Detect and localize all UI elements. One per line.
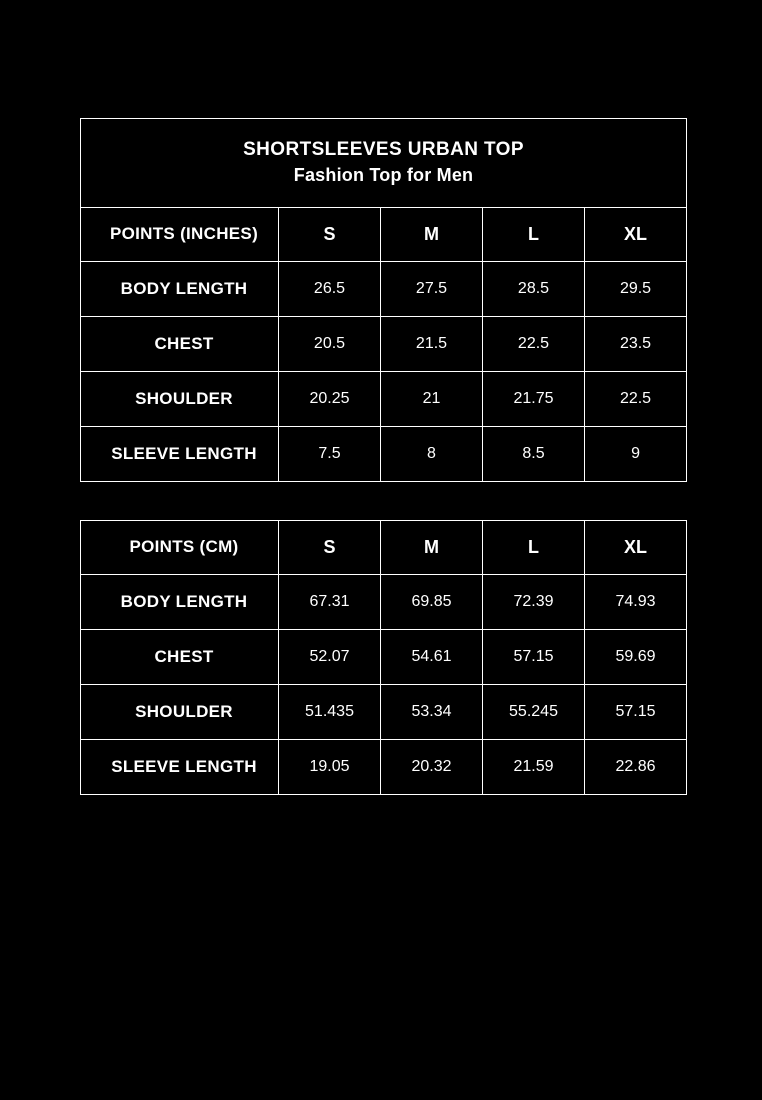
table-row <box>81 371 687 426</box>
cell-body-length-s: 26.5 <box>279 261 381 316</box>
cell-shoulder-s-cm: 51.435 <box>279 684 381 739</box>
table-row <box>81 684 687 739</box>
cell-chest-s-cm: 52.07 <box>279 629 381 684</box>
title-row <box>81 119 687 208</box>
cell-chest-s: 20.5 <box>279 316 381 371</box>
size-table-cm <box>80 520 687 795</box>
row-label-sleeve-length: SLEEVE LENGTH <box>81 426 279 481</box>
cell-sleeve-length-l: 8.5 <box>483 426 585 481</box>
cell-shoulder-xl: 22.5 <box>585 371 687 426</box>
column-header-l: L <box>483 207 585 261</box>
cell-chest-xl-cm: 59.69 <box>585 629 687 684</box>
column-header-points-cm: POINTS (CM) <box>81 520 279 574</box>
table-row <box>81 739 687 794</box>
table-row <box>81 574 687 629</box>
table-row <box>81 316 687 371</box>
cell-sleeve-length-s-cm: 19.05 <box>279 739 381 794</box>
cell-chest-l-cm: 57.15 <box>483 629 585 684</box>
cell-sleeve-length-m-cm: 20.32 <box>381 739 483 794</box>
table-gap <box>80 482 686 520</box>
row-label-body-length-cm: BODY LENGTH <box>81 574 279 629</box>
row-label-sleeve-length-cm: SLEEVE LENGTH <box>81 739 279 794</box>
column-header-l-cm: L <box>483 520 585 574</box>
cell-body-length-xl: 29.5 <box>585 261 687 316</box>
row-label-shoulder-cm: SHOULDER <box>81 684 279 739</box>
cell-body-length-l-cm: 72.39 <box>483 574 585 629</box>
size-table-inches <box>80 118 687 482</box>
cell-shoulder-m-cm: 53.34 <box>381 684 483 739</box>
cell-body-length-l: 28.5 <box>483 261 585 316</box>
table-row <box>81 629 687 684</box>
title-cell <box>81 119 687 208</box>
column-header-m: M <box>381 207 483 261</box>
cell-shoulder-l-cm: 55.245 <box>483 684 585 739</box>
cell-sleeve-length-xl-cm: 22.86 <box>585 739 687 794</box>
column-header-s: S <box>279 207 381 261</box>
row-label-chest-cm: CHEST <box>81 629 279 684</box>
column-header-s-cm: S <box>279 520 381 574</box>
cell-chest-l: 22.5 <box>483 316 585 371</box>
cell-chest-m-cm: 54.61 <box>381 629 483 684</box>
table-header-row <box>81 520 687 574</box>
cell-shoulder-s: 20.25 <box>279 371 381 426</box>
cell-shoulder-l: 21.75 <box>483 371 585 426</box>
cell-shoulder-m: 21 <box>381 371 483 426</box>
cell-chest-xl: 23.5 <box>585 316 687 371</box>
table-row <box>81 426 687 481</box>
column-header-xl: XL <box>585 207 687 261</box>
table-row <box>81 261 687 316</box>
top-spacer <box>0 0 762 118</box>
row-label-chest: CHEST <box>81 316 279 371</box>
page-subtitle: Fashion Top for Men <box>293 164 474 185</box>
cell-sleeve-length-m: 8 <box>381 426 483 481</box>
column-header-points: POINTS (INCHES) <box>81 207 279 261</box>
cell-body-length-s-cm: 67.31 <box>279 574 381 629</box>
cell-sleeve-length-s: 7.5 <box>279 426 381 481</box>
row-label-shoulder: SHOULDER <box>81 371 279 426</box>
column-header-m-cm: M <box>381 520 483 574</box>
row-label-body-length: BODY LENGTH <box>81 261 279 316</box>
cell-sleeve-length-xl: 9 <box>585 426 687 481</box>
size-chart-sheet <box>80 118 686 795</box>
page-title: SHORTSLEEVES URBAN TOP <box>243 139 524 160</box>
cell-body-length-m: 27.5 <box>381 261 483 316</box>
cell-shoulder-xl-cm: 57.15 <box>585 684 687 739</box>
cell-chest-m: 21.5 <box>381 316 483 371</box>
cell-body-length-m-cm: 69.85 <box>381 574 483 629</box>
column-header-xl-cm: XL <box>585 520 687 574</box>
table-header-row <box>81 207 687 261</box>
cell-body-length-xl-cm: 74.93 <box>585 574 687 629</box>
cell-sleeve-length-l-cm: 21.59 <box>483 739 585 794</box>
